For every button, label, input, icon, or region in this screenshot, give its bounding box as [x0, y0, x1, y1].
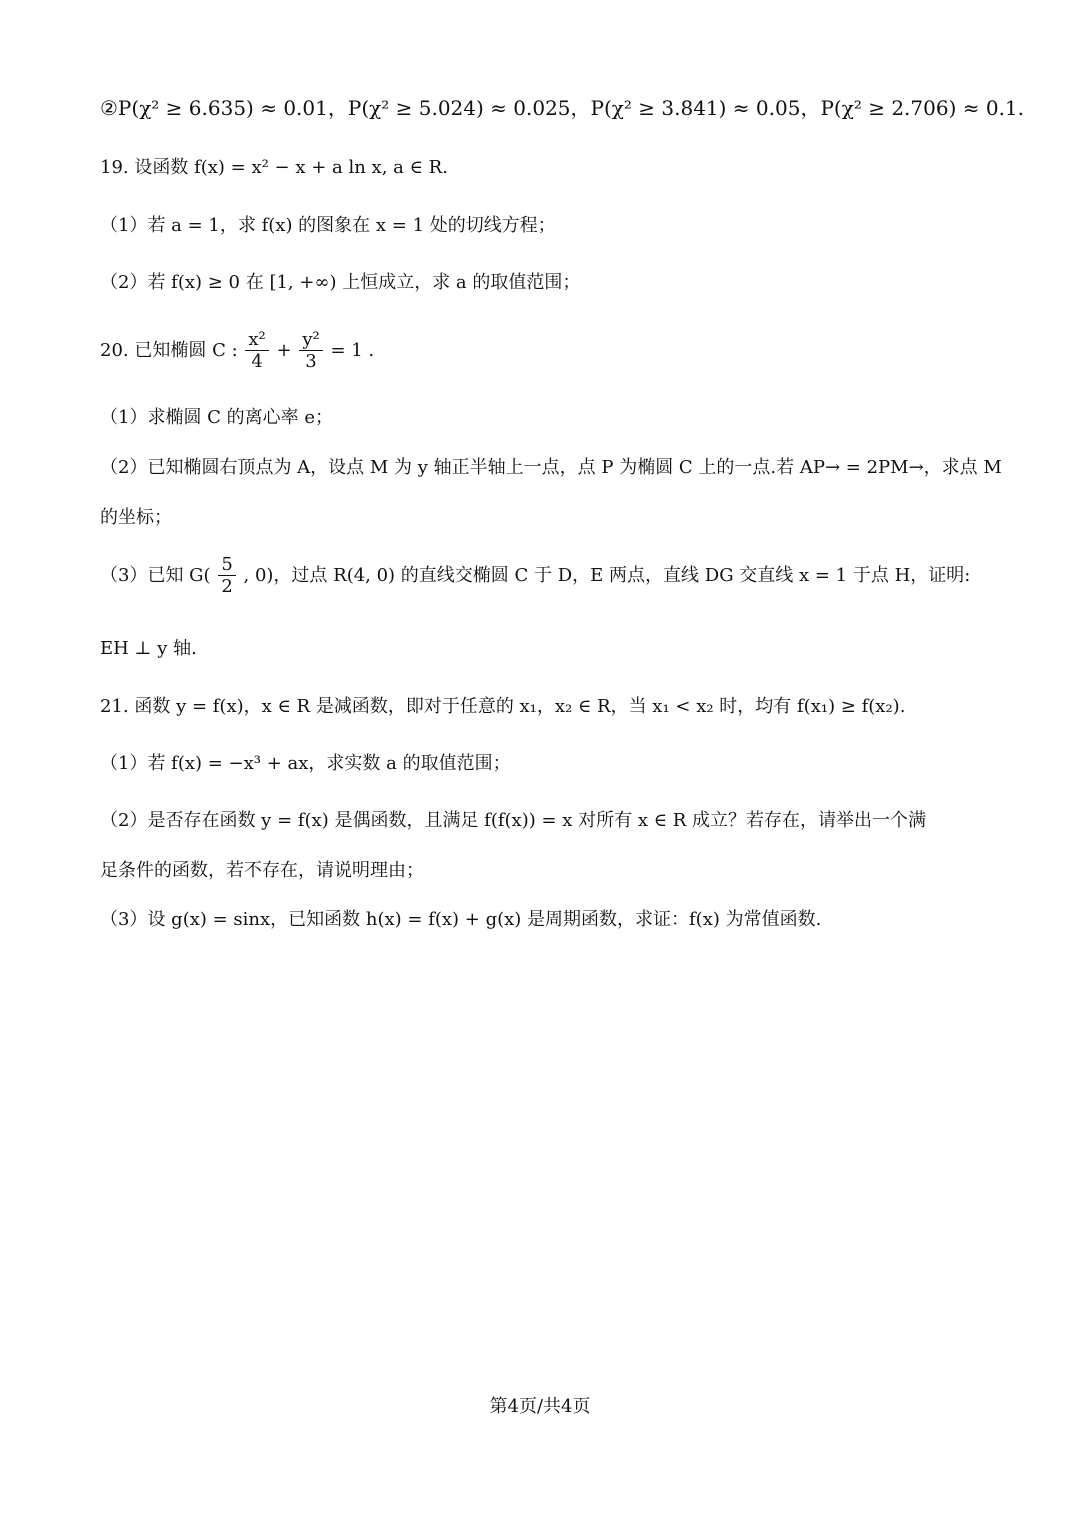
q20-fraction-x [245, 330, 268, 372]
question-21-part-2-continued: 足条件的函数，若不存在，请说明理由； [100, 860, 424, 881]
q20p3-frac-denominator: 2 [221, 575, 233, 597]
q20-plus: + [276, 340, 292, 362]
question-21-part-1: （1）若 f(x) = −x³ + ax，求实数 a 的取值范围； [100, 753, 511, 774]
question-19-part-2: （2）若 f(x) ≥ 0 在 [1, +∞) 上恒成立，求 a 的取值范围； [100, 272, 581, 293]
question-20-part-3-conclusion: EH ⊥ y 轴. [100, 638, 197, 659]
question-20-part-3 [100, 555, 970, 597]
q20-frac2-denominator: 3 [305, 350, 317, 372]
q20p3-prefix: （3）已知 G( [100, 565, 211, 587]
question-19-stem: 19. 设函数 f(x) = x² − x + a ln x, a ∈ R. [100, 157, 448, 178]
question-21-part-3: （3）设 g(x) = sinx，已知函数 h(x) = f(x) + g(x) 是周期函数，求证：f(x) 为常值函数. [100, 909, 822, 930]
question-20-part-2-continued: 的坐标； [100, 507, 172, 528]
question-21-part-2: （2）是否存在函数 y = f(x) 是偶函数，且满足 f(f(x)) = x 对所有 x ∈ R 成立？若存在，请举出一个满 [100, 810, 927, 831]
q20-frac2-numerator: y² [299, 330, 322, 351]
question-20-stem [100, 330, 374, 372]
q20-fraction-y [299, 330, 322, 372]
question-20-part-1: （1）求椭圆 C 的离心率 e； [100, 407, 334, 428]
question-19-part-1: （1）若 a = 1，求 f(x) 的图象在 x = 1 处的切线方程； [100, 215, 556, 236]
q20-prefix: 20. 已知椭圆 C : [100, 340, 238, 362]
q20-suffix: = 1 . [330, 340, 375, 362]
question-20-part-2: （2）已知椭圆右顶点为 A，设点 M 为 y 轴正半轴上一点，点 P 为椭圆 C 上的一点.若 AP→ = 2PM→，求点 M [100, 457, 1002, 478]
q20p3-suffix: , 0)，过点 R(4, 0) 的直线交椭圆 C 于 D，E 两点，直线 DG 交直线 x = 1 于点 H，证明: [243, 565, 971, 587]
q20p3-frac-numerator: 5 [218, 555, 235, 576]
question-21-stem: 21. 函数 y = f(x)，x ∈ R 是减函数，即对于任意的 x₁，x₂ ∈ R，当 x₁ < x₂ 时，均有 f(x₁) ≥ f(x₂). [100, 696, 906, 717]
page-number-footer: 第4页/共4页 [489, 1396, 591, 1417]
q20-frac1-numerator: x² [245, 330, 268, 351]
chi-square-reference-line: ②P(χ² ≥ 6.635) ≈ 0.01，P(χ² ≥ 5.024) ≈ 0.025，P(χ² ≥ 3.841) ≈ 0.05，P(χ² ≥ 2.706) ≈ 0.1. [100, 96, 1025, 120]
q20-frac1-denominator: 4 [251, 350, 263, 372]
q20p3-fraction [218, 555, 235, 597]
